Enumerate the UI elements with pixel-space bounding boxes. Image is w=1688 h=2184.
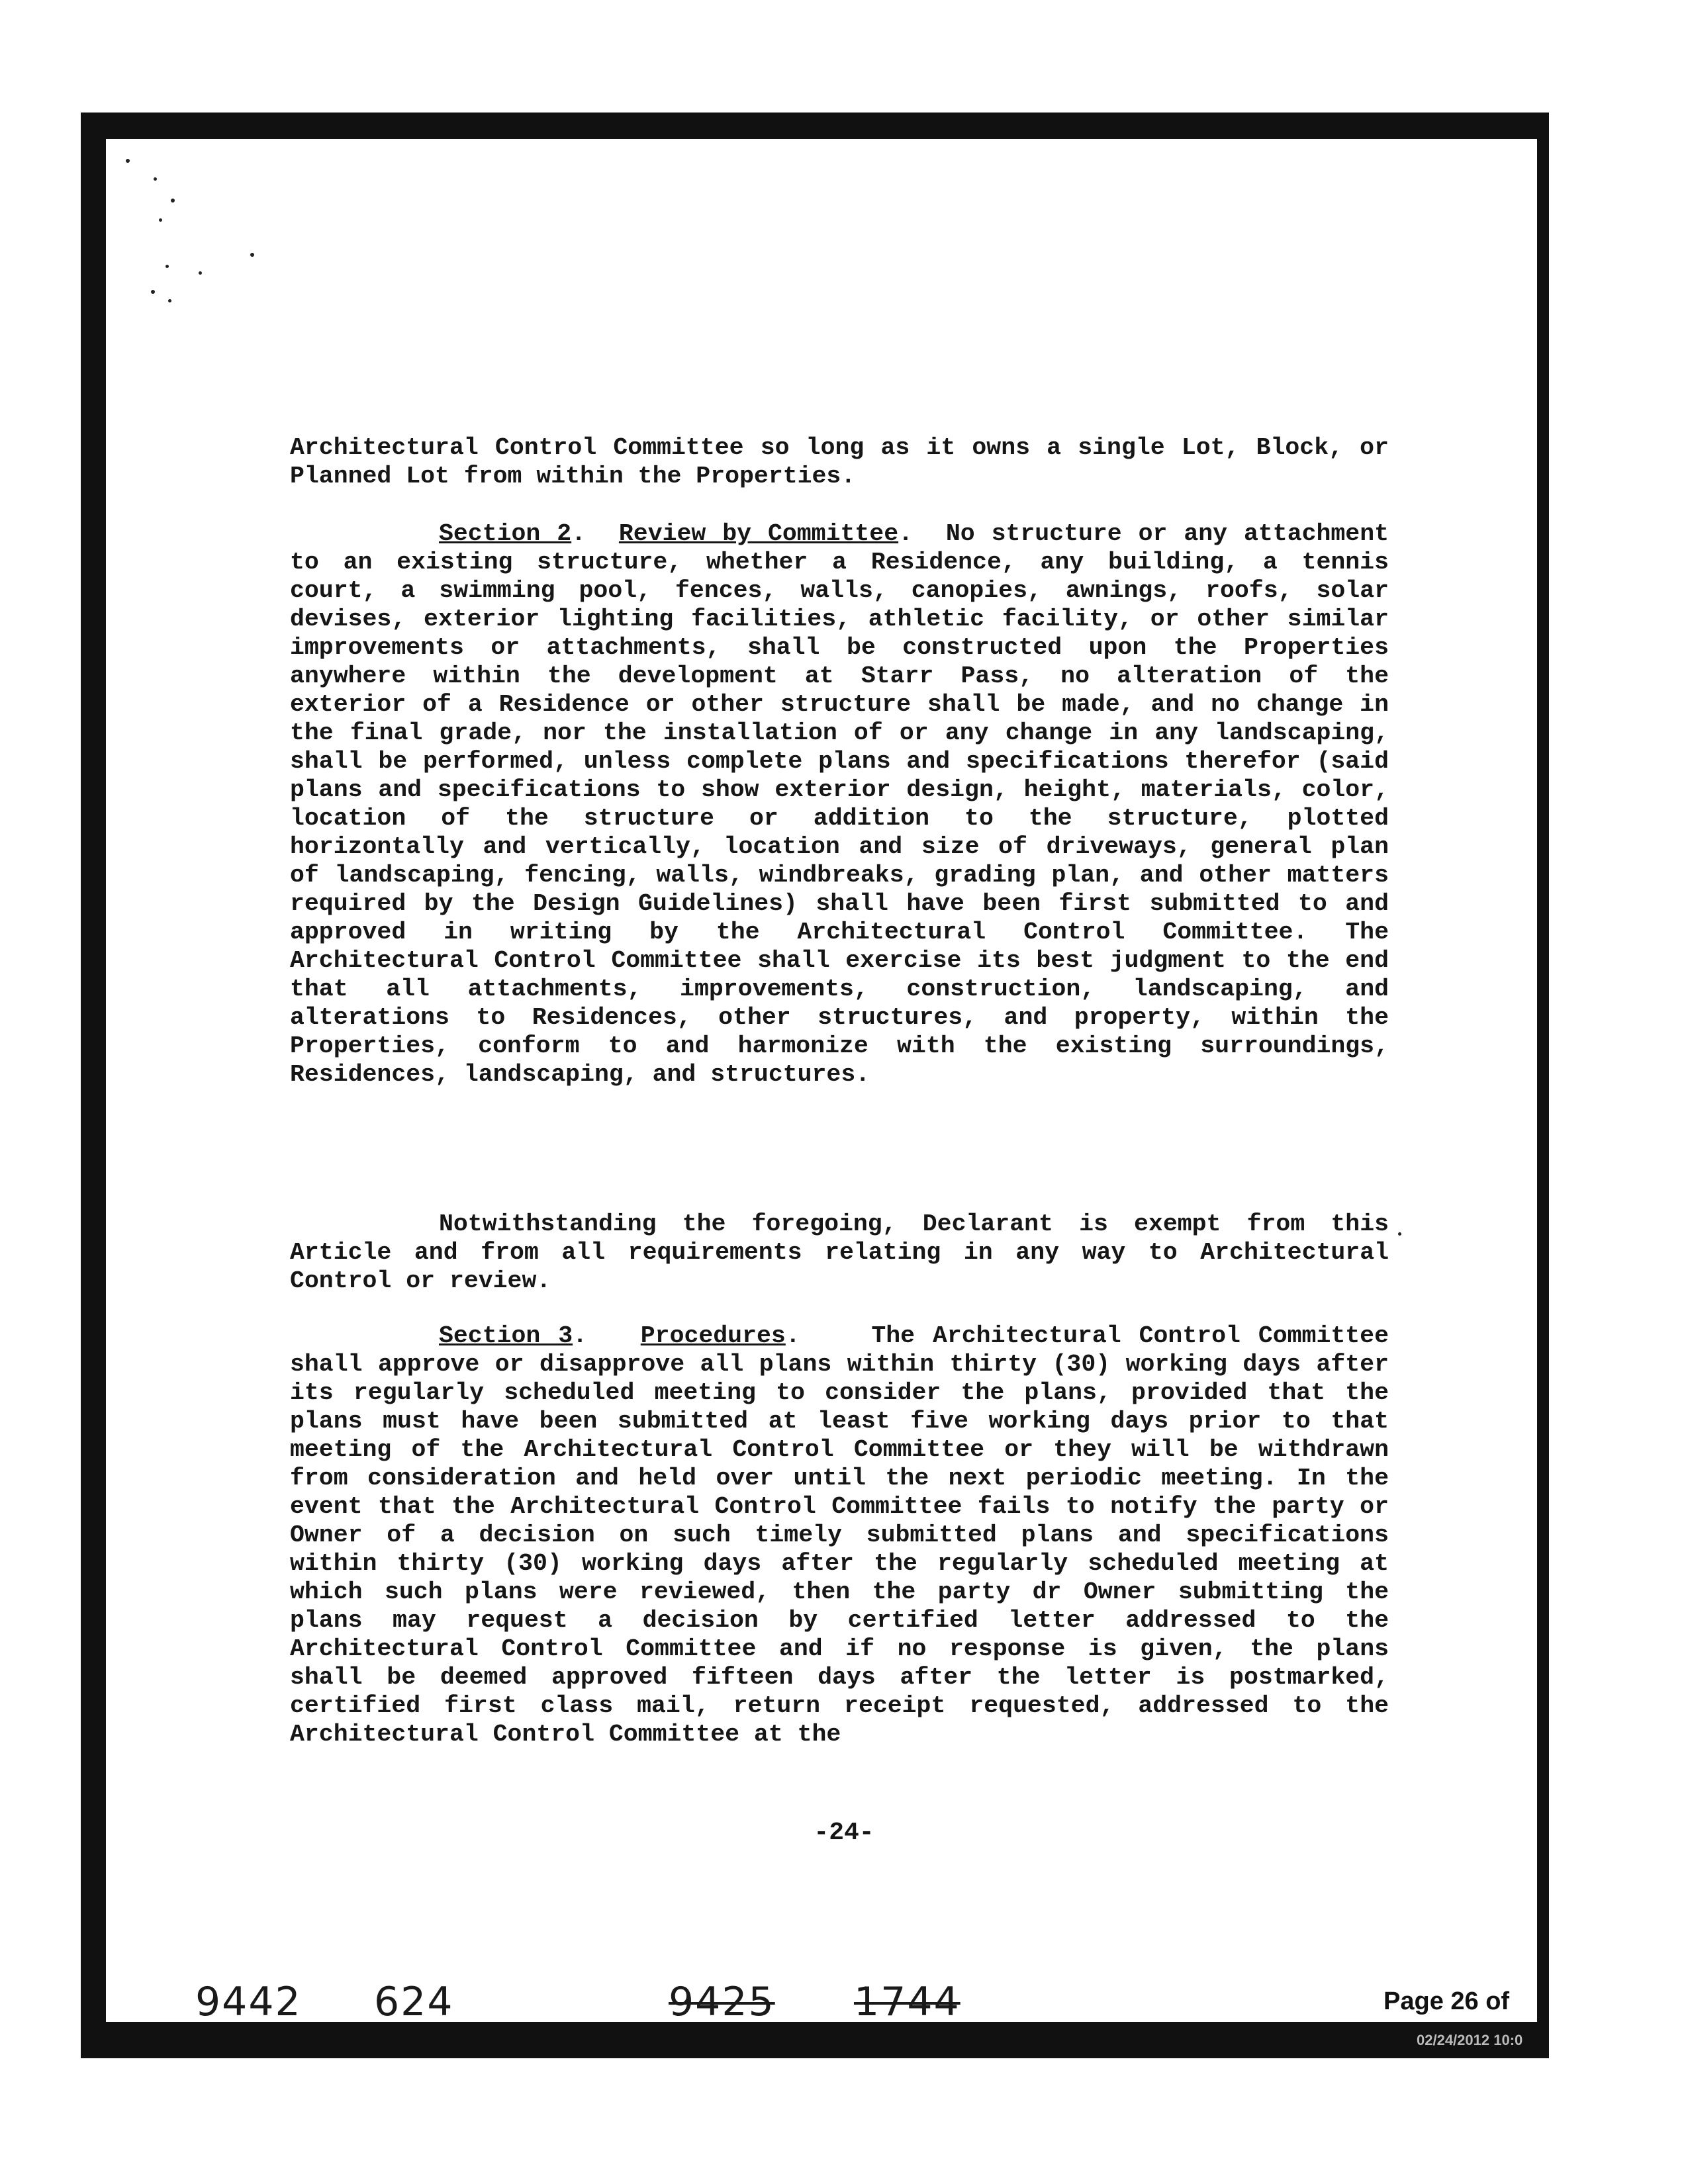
section-3-title: Procedures xyxy=(640,1322,786,1349)
scan-border-top xyxy=(81,113,1549,139)
section-2-text: No structure or any attachment to an existing structure, whether a Residence, any building, a tennis court, a swimming pool, fences, walls, canopies, awnings, roofs, solar devises, exterior lighting facilities, athletic facility, or other similar improvements or attachments, shall be constructed upon the Properties anywhere within the development at Starr Pass, no alteration of the exterior of a Residence or other structure shall be made, and no change in the final grade, nor the installation of or any change in any landscaping, shall be performed, unless complete plans and specifications therefor (said plans and specifications to show exterior design, height, materials, color, location of the structure or addition to the structure, plotted horizontally and vertically, location and size of driveways, general plan of landscaping, fencing, walls, windbreaks, grading plan, and other matters required by the Design Guidelines) shall have been first submitted to and approved in writing by the Architectural Control Committee. The Architectural Control Committee shall exercise its best judgment to the end that all attachments, improvements, construction, landscaping, and alterations to Residences, other structures, and property, within the Properties, conform to and harmonize with the existing surroundings, Residences, landscaping, and structures. xyxy=(290,520,1389,1088)
page-number: -24- xyxy=(814,1819,874,1847)
docket-number: 9442 xyxy=(195,1979,302,2025)
date-stamp: 02/24/2012 10:0 xyxy=(1417,2032,1523,2048)
docket-page: 624 xyxy=(374,1979,454,2025)
intro-paragraph: Architectural Control Committee so long as it owns a single Lot, Block, or Planned Lot from within the Properties. xyxy=(290,434,1389,490)
old-docket-number: 9425 xyxy=(669,1979,775,2025)
section-2-title: Review by Committee xyxy=(618,520,899,547)
section-3-text: The Architectural Control Committee shall approve or disapprove all plans within thirty (30) working days after its regularly scheduled meeting to consider the plans, provided that the plans must have been submitted at least five working days prior to that meeting of the Architectural Control Committee or they will be withdrawn from consideration and held over until the next periodic meeting. In the event that the Architectural Control Committee fails to notify the party or Owner of a decision on such timely submitted plans and specifications within thirty (30) working days after the regularly scheduled meeting at which such plans were reviewed, then the party dr Owner submitting the plans may request a decision by certified letter addressed to the Architectural Control Committee and if no response is given, the plans shall be deemed approved fifteen days after the letter is postmarked, certified first class mail, return receipt requested, addressed to the Architectural Control Committee at the xyxy=(290,1322,1389,1748)
page-of-label: Page 26 of xyxy=(1383,1987,1510,2015)
section-3-number: Section 3 xyxy=(439,1322,573,1349)
section-2-paragraph: Section 2. Review by Committee. No structure or any attachment to an existing structure, whether a Residence, any building, a tennis court, a swimming pool, fences, walls, canopies, awnings, roofs, solar devises, exterior lighting facilities, athletic facility, or other similar improvements or attachments, shall be constructed upon the Properties anywhere within the development at Starr Pass, no alteration of the exterior of a Residence or other structure shall be made, and no change in the final grade, nor the installation of or any change in any landscaping, shall be performed, unless complete plans and specifications therefor (said plans and specifications to show exterior design, height, materials, color, location of the structure or addition to the structure, plotted horizontally and vertically, location and size of driveways, general plan of landscaping, fencing, walls, windbreaks, grading plan, and other matters required by the Design Guidelines) shall have been first submitted to and approved in writing by the Architectural Control Committee. The Architectural Control Committee shall exercise its best judgment to the end that all attachments, improvements, construction, landscaping, and alterations to Residences, other structures, and property, within the Properties, conform to and harmonize with the existing surroundings, Residences, landscaping, and structures. xyxy=(290,520,1389,1088)
scan-border-left xyxy=(81,113,106,2058)
scan-border-bottom xyxy=(81,2022,1549,2058)
section-2-number: Section 2 xyxy=(439,520,572,547)
old-docket-page: 1744 xyxy=(854,1979,961,2025)
section-3-paragraph: Section 3. Procedures. The Architectural Control Committee shall approve or disapprove all plans within thirty (30) working days after its regularly scheduled meeting to consider the plans, provided that the plans must have been submitted at least five working days prior to that meeting of the Architectural Control Committee or they will be withdrawn from consideration and held over until the next periodic meeting. In the event that the Architectural Control Committee fails to notify the party or Owner of a decision on such timely submitted plans and specifications within thirty (30) working days after the regularly scheduled meeting at which such plans were reviewed, then the party dr Owner submitting the plans may request a decision by certified letter addressed to the Architectural Control Committee and if no response is given, the plans shall be deemed approved fifteen days after the letter is postmarked, certified first class mail, return receipt requested, addressed to the Architectural Control Committee at the xyxy=(290,1322,1389,1748)
notwithstanding-paragraph: Notwithstanding the foregoing, Declarant is exempt from this Article and from all requirements relating in any way to Architectural Control or review. xyxy=(290,1210,1389,1295)
scan-border-right xyxy=(1537,113,1549,2058)
